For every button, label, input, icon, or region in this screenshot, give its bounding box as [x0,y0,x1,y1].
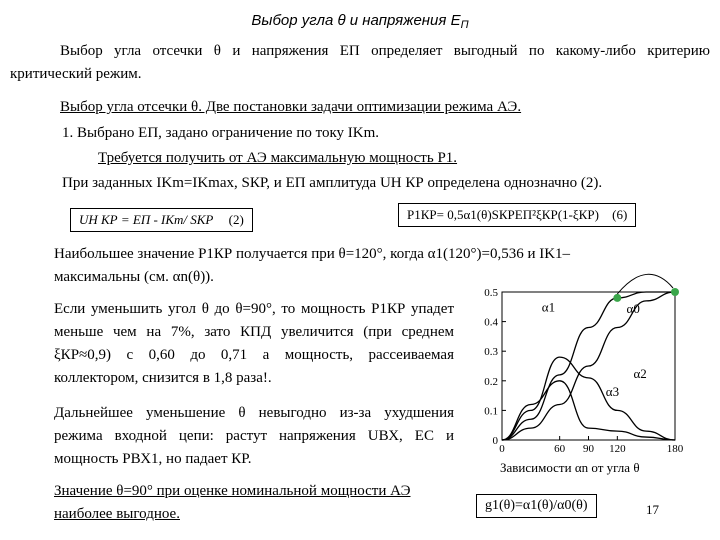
formula-2-box [70,208,253,232]
series-label-α1: α1 [541,299,556,315]
given-statement: При заданных IKm=IKmax, SКР, и ЕП амплитуда UН КР определена однозначно (2). [62,175,603,191]
formula-6: P1КР= 0,5α1(θ)SКРЕП²ξКР(1-ξКР) [407,207,599,222]
item-one: 1. Выбрано ЕП, задано ограничение по току IKm. [62,125,380,141]
series-line-α0 [502,292,675,440]
slide-title: Выбор угла θ и напряжения $Е_П$ [251,12,469,31]
y-tick-label: 0 [492,435,498,447]
x-tick-label: 60 [554,443,566,455]
max-power-paragraph: Наибольшее значение Р1КР получается при θ=120°, когда α1(120°)=0,536 и IK1– максимальны (см. αn(θ)). [54,246,571,285]
series-label-α3: α3 [605,383,620,399]
alpha-chart [460,250,715,465]
x-tick-label: 120 [609,443,626,455]
formula-6-number: (6) [612,207,628,222]
alpha0-max-marker [671,288,679,296]
formula-2: UН КР = ЕП - IKm/ SКР [79,212,214,227]
requirement: Требуется получить от АЭ максимальную мощность P1. [98,150,458,166]
chart-caption: Зависимости αn от угла θ [500,460,640,475]
g1-formula-box [476,494,597,518]
formula-2-number: (2) [228,212,244,227]
x-tick-label: 0 [499,443,505,455]
g1-formula: g1(θ)=α1(θ)/α0(θ) [485,498,588,513]
formula-6-box [398,203,636,227]
x-tick-label: 90 [583,443,594,455]
page-number: 17 [646,502,659,517]
section-heading: Выбор угла отсечки θ. Две постановки задачи оптимизации режима АЭ. [60,99,522,115]
series-label-α2: α2 [633,366,647,381]
y-tick-label: 0.1 [484,405,498,418]
x-tick-label: 180 [666,443,684,455]
further-reduction-paragraph: Дальнейшее уменьшение θ невыгодно из-за ухудшения режима входной цепи: растут напряжения UВХ, ЕС и мощность РВХ1, но падает КР. [54,405,454,467]
highlight-arc [617,274,673,294]
intro-paragraph: Выбор угла отсечки θ и напряжения ЕП определяет выгодный по какому-либо критерию критический режим. [10,43,710,82]
conclusion-paragraph: Значение θ=90° при оценке номинальной мощности АЭ наиболее выгодное. [54,483,411,522]
series-label-α0: α0 [626,300,640,316]
alpha1-max-marker [613,294,621,302]
y-tick-label: 0.4 [484,316,498,329]
reduce-angle-paragraph: Если уменьшить угол θ до θ=90°, то мощность Р1КР упадет меньше чем на 7%, зато КПД увеличится (при среднем ξКР≈0,9) с 0,60 до 0,71 а мощность, рассеиваемая коллектором, снизится в 1,8 раза!. [54,301,454,386]
y-tick-label: 0.3 [484,346,498,359]
y-tick-label: 0.2 [484,375,498,388]
y-tick-label: 0.5 [484,287,498,299]
